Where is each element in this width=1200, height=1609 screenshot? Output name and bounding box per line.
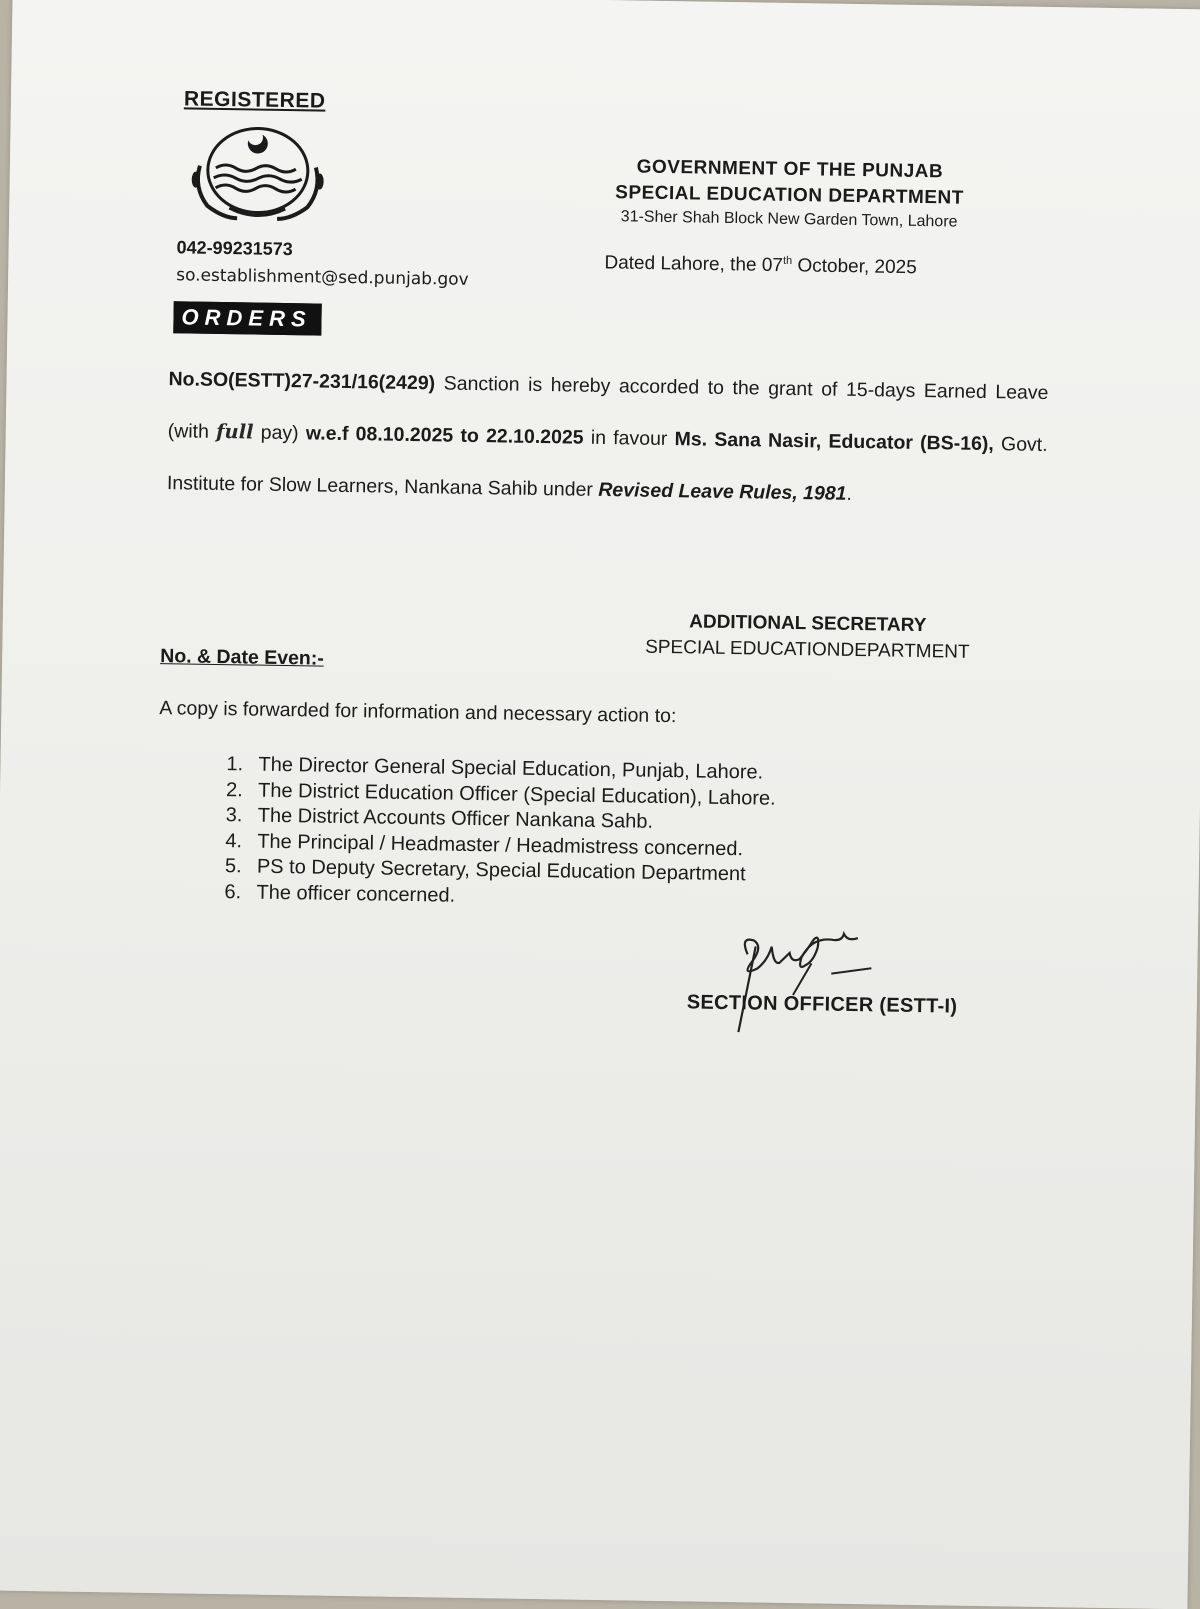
- recipient-list: [224, 752, 776, 914]
- leave-dates: w.e.f 08.10.2025 to 22.10.2025: [305, 422, 584, 449]
- recipient-number: 1.: [226, 753, 244, 776]
- recipient-number: 3.: [225, 804, 243, 827]
- government-title: GOVERNMENT OF THE PUNJAB: [636, 156, 944, 183]
- recipient-text: The Director General Special Education, Punjab, Lahore.: [258, 753, 764, 784]
- punjab-emblem-icon: [185, 119, 337, 233]
- handwritten-signature: [726, 922, 908, 1035]
- recipient-number: 2.: [225, 778, 243, 801]
- signatory-department: SPECIAL EDUCATIONDEPARTMENT: [645, 636, 970, 663]
- department-title: SPECIAL EDUCATION DEPARTMENT: [615, 182, 964, 209]
- recipient-number: 4.: [225, 829, 243, 852]
- orders-heading: ORDERS: [173, 301, 322, 335]
- signatory-title: ADDITIONAL SECRETARY: [689, 611, 927, 637]
- order-paragraph: No.SO(ESTT)27-231/16(2429) Sanction is hereby accorded to the grant of 15-days Earned Leave (with full pay) w.e.f 08.10.2025 to 22.10.2025 in favour Ms. Sana Nasir, Educator (BS-16), Govt. Institute for Slow Learners, Nankana Sahib under Revised Leave Rules, 1981.: [166, 368, 1049, 505]
- recipient-text: The District Accounts Officer Nankana Sahb.: [257, 804, 654, 833]
- email-address: so.establishment@sed.punjab.gov: [176, 265, 469, 290]
- phone-number: 042-99231573: [176, 237, 293, 260]
- registered-label: REGISTERED: [183, 87, 326, 113]
- section-officer-title: SECTION OFFICER (ESTT-I): [686, 991, 958, 1018]
- leave-rules: Revised Leave Rules, 1981: [598, 478, 847, 505]
- recipient-number: 5.: [224, 855, 242, 878]
- recipient-text: The Principal / Headmaster / Headmistress concerned.: [257, 830, 744, 860]
- recipient-text: The District Education Officer (Special Education), Lahore.: [257, 779, 776, 810]
- recipient-number: 6.: [224, 880, 242, 903]
- handwritten-correction: full: [215, 419, 254, 444]
- letterhead: [579, 156, 1000, 233]
- signatory-block: [602, 610, 1013, 664]
- department-address: 31-Sher Shah Block New Garden Town, Lahore: [620, 208, 958, 231]
- recipient-text: The officer concerned.: [256, 881, 456, 907]
- employee-name: Ms. Sana Nasir, Educator (BS-16),: [674, 428, 994, 456]
- no-date-even-label: No. & Date Even:-: [160, 645, 324, 670]
- recipient-text: PS to Deputy Secretary, Special Education Department: [256, 855, 746, 886]
- order-number: No.SO(ESTT)27-231/16(2429): [168, 368, 436, 395]
- date-line: Dated Lahore, the 07th October, 2025: [604, 252, 917, 279]
- copy-forward-text: A copy is forwarded for information and necessary action to:: [159, 697, 677, 728]
